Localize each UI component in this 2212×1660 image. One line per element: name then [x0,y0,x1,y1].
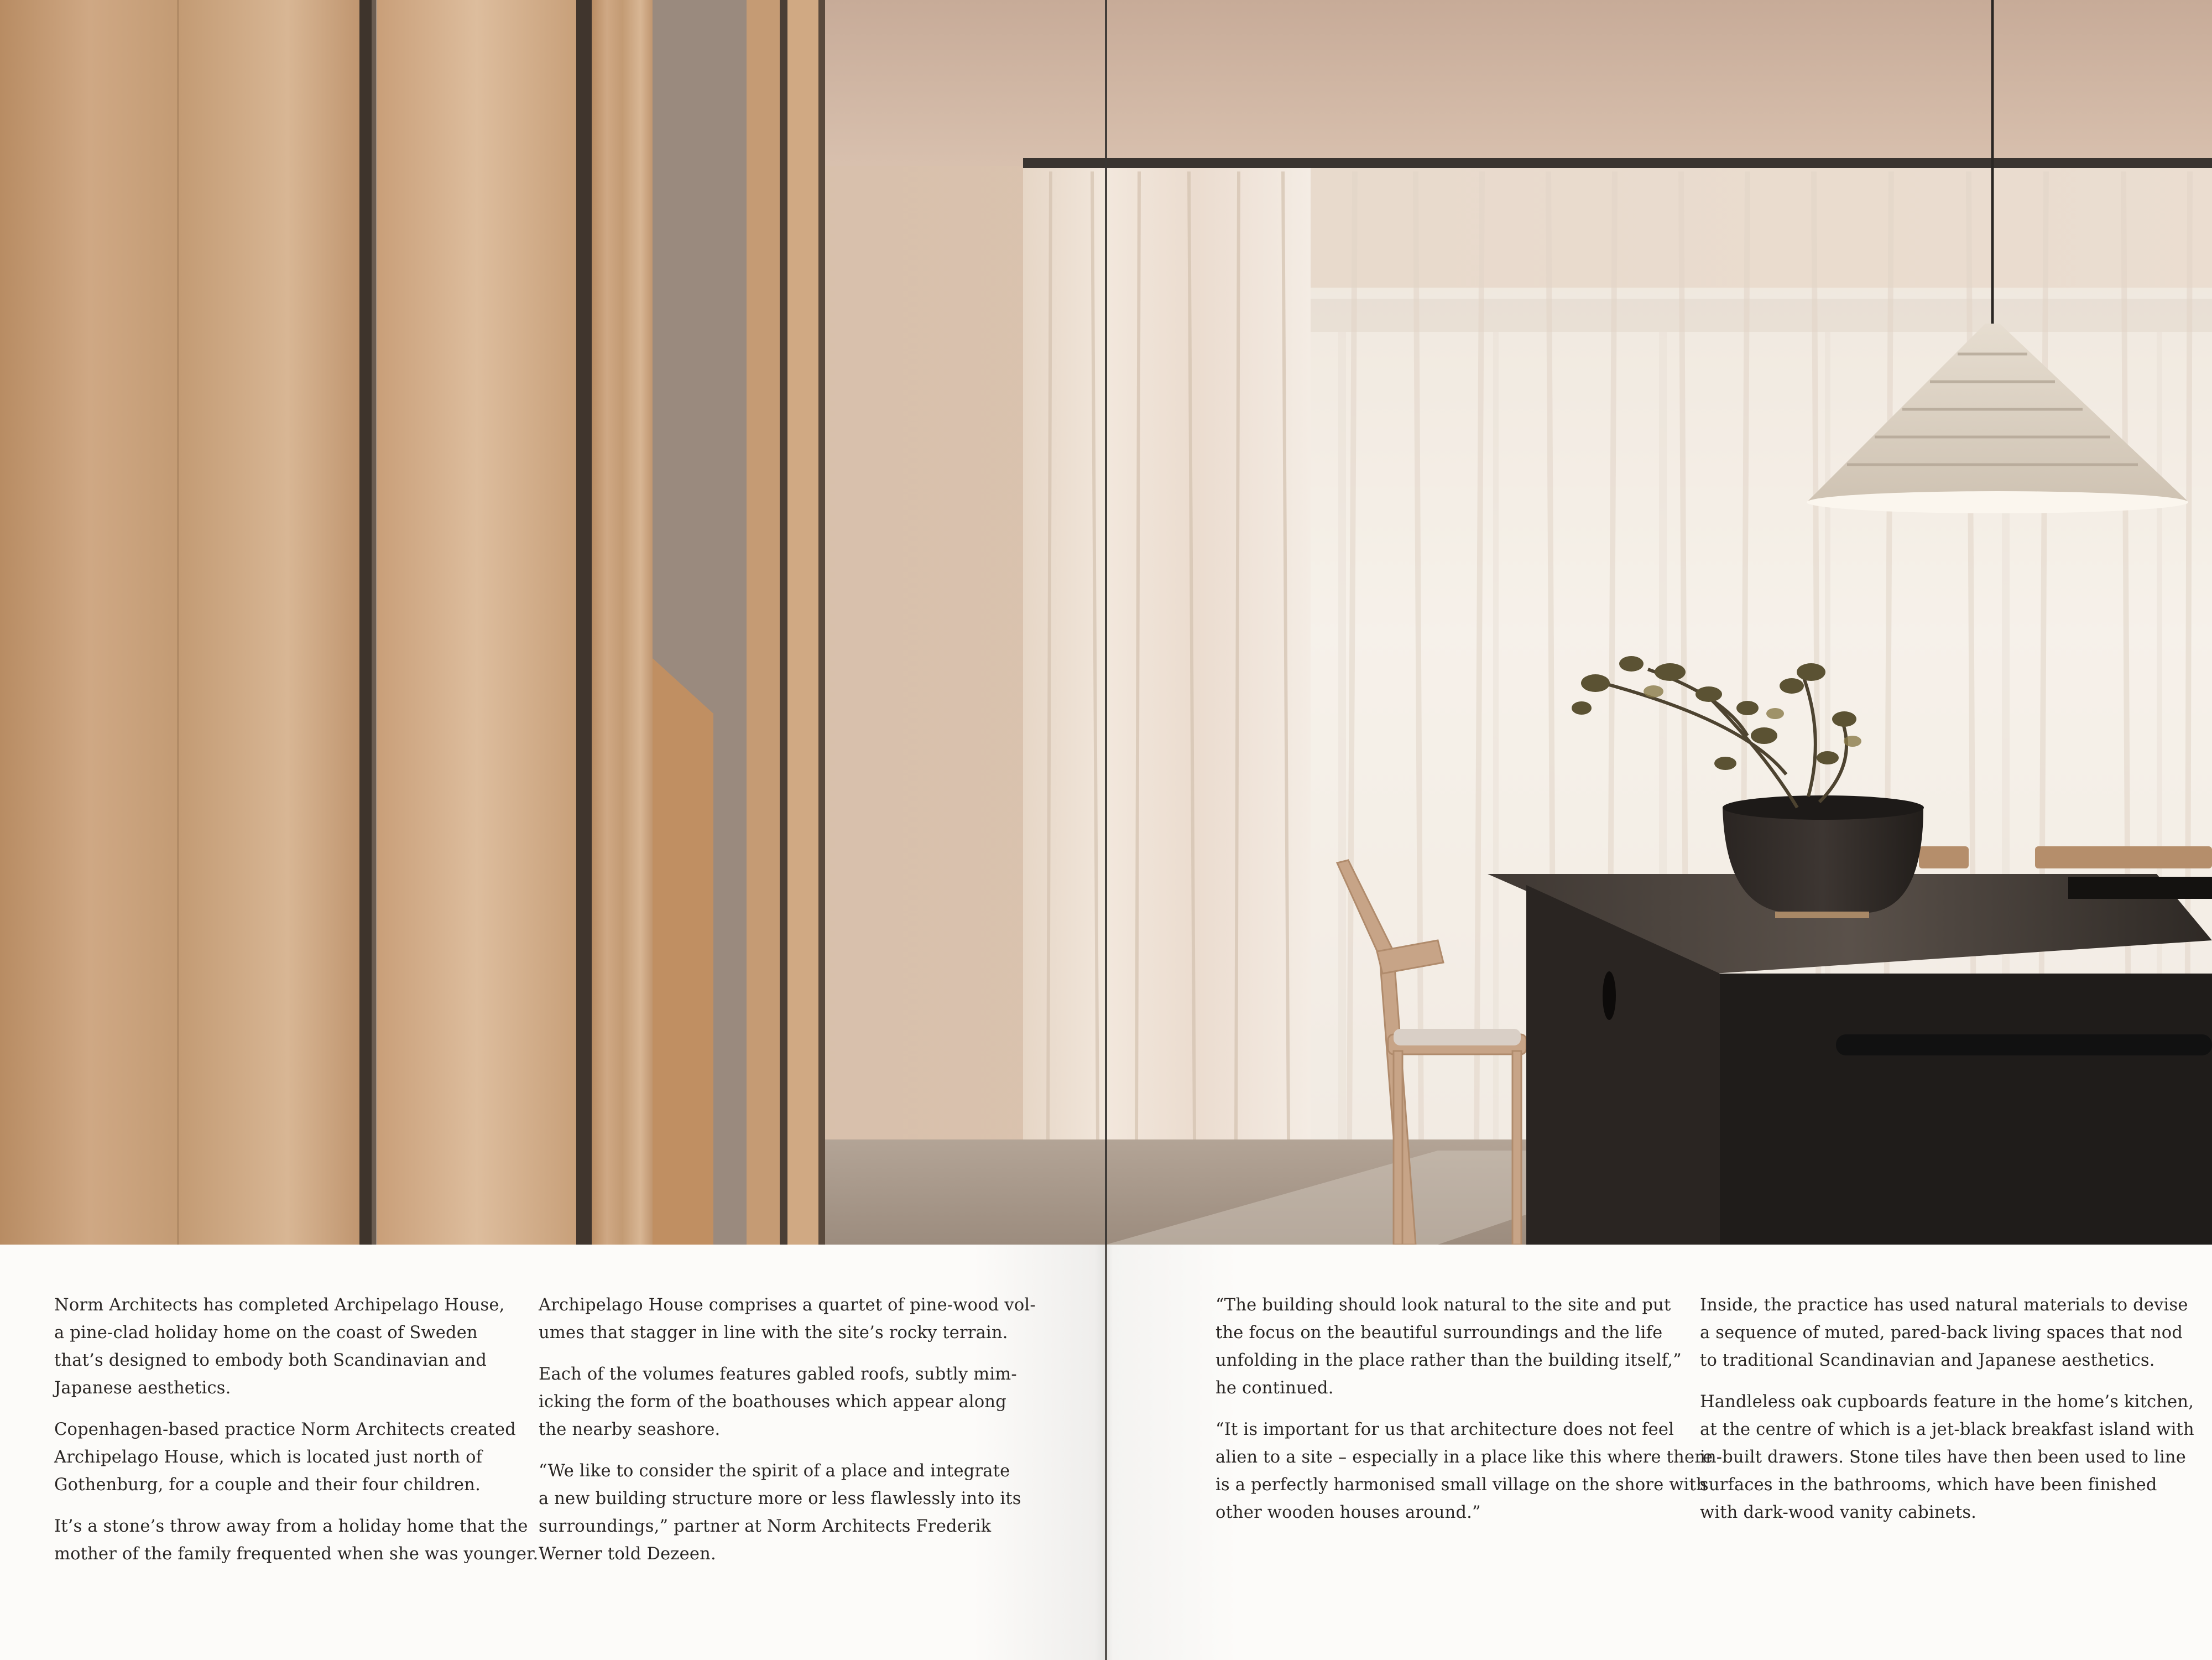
paragraph [539,1458,1036,1568]
text-line: a pine-clad holiday home on the coast of Sweden [54,1323,478,1342]
text-line: Werner told Dezeen. [539,1544,716,1564]
text-line: Archipelago House comprises a quartet of pine-wood vol- [539,1295,1036,1315]
text-line: “It is important for us that architecture does not feel [1215,1420,1674,1439]
text-line: Handleless oak cupboards feature in the home’s kitchen, [1700,1392,2194,1412]
text-line: other wooden houses around.” [1215,1503,1481,1522]
paragraph [54,1513,538,1568]
text-line: surfaces in the bathrooms, which have been finished [1700,1475,2157,1495]
article-column-3 [1215,1292,1713,1541]
spread-gutter [1105,0,1107,1660]
text-line: in-built drawers. Stone tiles have then been used to line [1700,1448,2186,1467]
text-line: unfolding in the place rather than the building itself,” [1215,1351,1682,1370]
text-line: Norm Architects has completed Archipelago House, [54,1295,505,1315]
text-line: is a perfectly harmonised small village on the shore with [1215,1475,1707,1495]
text-line: a new building structure more or less flawlessly into its [539,1489,1021,1508]
text-line: Copenhagen-based practice Norm Architects created [54,1420,516,1439]
text-line: that’s designed to embody both Scandinavian and [54,1351,487,1370]
text-line: It’s a stone’s throw away from a holiday home that the [54,1517,528,1536]
text-line: at the centre of which is a jet-black breakfast island with [1700,1420,2194,1439]
text-line: umes that stagger in line with the site’s rocky terrain. [539,1323,1008,1342]
text-line: Archipelago House, which is located just north of [54,1448,483,1467]
paragraph [54,1292,538,1402]
article-column-4 [1700,1292,2194,1541]
text-line: Each of the volumes features gabled roofs, subtly mim- [539,1365,1017,1384]
text-line: “The building should look natural to the site and put [1215,1295,1671,1315]
text-line: Japanese aesthetics. [54,1378,231,1398]
text-line: alien to a site – especially in a place like this where there [1215,1448,1713,1467]
text-line: mother of the family frequented when she was younger. [54,1544,539,1564]
text-line: surroundings,” partner at Norm Architects Frederik [539,1517,992,1536]
text-line: Gothenburg, for a couple and their four children. [54,1475,481,1495]
text-line: he continued. [1215,1378,1334,1398]
paragraph [1215,1416,1713,1527]
paragraph [539,1292,1036,1347]
paragraph [1700,1388,2194,1527]
text-line: icking the form of the boathouses which appear along [539,1392,1006,1412]
text-line: with dark-wood vanity cabinets. [1700,1503,1977,1522]
article-column-1 [54,1292,538,1582]
text-line: the focus on the beautiful surroundings and the life [1215,1323,1663,1342]
text-line: the nearby seashore. [539,1420,721,1439]
paragraph [54,1416,538,1499]
text-line: to traditional Scandinavian and Japanese aesthetics. [1700,1351,2155,1370]
text-line: Inside, the practice has used natural materials to devise [1700,1295,2188,1315]
text-line: “We like to consider the spirit of a place and integrate [539,1461,1010,1481]
paragraph [539,1361,1036,1444]
text-line: a sequence of muted, pared-back living spaces that nod [1700,1323,2183,1342]
paragraph [1700,1292,2194,1375]
paragraph [1215,1292,1713,1402]
article-column-2 [539,1292,1036,1582]
